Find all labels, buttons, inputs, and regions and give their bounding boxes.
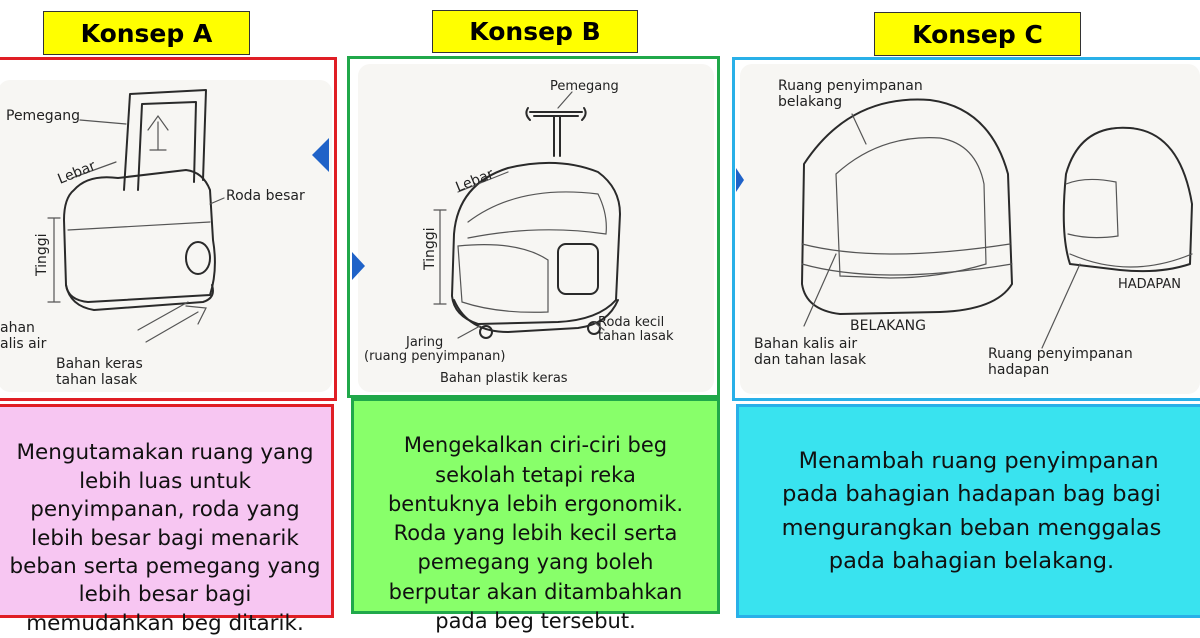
- concept-b-sketch-card: [358, 64, 714, 392]
- concept-a-label-height: Tinggi: [34, 233, 50, 276]
- concept-c-sketch-card: [740, 64, 1200, 394]
- concept-c-label-front-view: HADAPAN: [1118, 277, 1181, 292]
- concept-c-label-front-storage-2: hadapan: [988, 362, 1050, 378]
- concept-c-label-material-2: dan tahan lasak: [754, 352, 867, 368]
- concept-b-wheel-left-drawing: [480, 326, 492, 338]
- concept-a-motion-arrow: [138, 302, 206, 342]
- concept-a-label-waterproof-2: alis air: [0, 336, 47, 352]
- concept-a-wheel-drawing: [186, 242, 210, 274]
- concept-b-label-height: Tinggi: [422, 227, 438, 270]
- concept-b-label-handle: Pemegang: [550, 79, 619, 94]
- concept-c-back-view-panel: [836, 138, 986, 278]
- concept-b-net-leader: [458, 326, 480, 338]
- concept-c-pointer-arrow: [736, 168, 744, 192]
- concept-a-sketch-card: [0, 80, 332, 392]
- concept-b-flap-line: [468, 192, 606, 238]
- concept-c-sketch: [740, 64, 1200, 394]
- concept-c-front-view-drawing: [1064, 128, 1192, 271]
- concept-b-sketch: [358, 64, 714, 392]
- concept-a-pointer-arrow: [312, 138, 329, 172]
- concept-b-side-pocket-drawing: [558, 244, 598, 294]
- concept-b-label-width: Lebar: [453, 166, 497, 196]
- concept-b-net-pocket: [458, 245, 548, 313]
- concept-a-bag-body-drawing: [64, 170, 215, 302]
- concept-c-front-storage-leader: [1042, 264, 1080, 348]
- concept-c-back-storage-leader: [852, 114, 866, 144]
- concept-a-label-hard-material-2: tahan lasak: [56, 372, 138, 388]
- concept-b-handle-grip: [526, 108, 585, 120]
- concept-b-handle-leader: [558, 92, 572, 108]
- concept-b-label-net-1: Jaring: [406, 335, 444, 350]
- concept-c-label-material-1: Bahan kalis air: [754, 336, 858, 352]
- concept-c-label-back-storage-1: Ruang penyimpanan: [778, 78, 923, 94]
- concept-b-description-box: [351, 398, 720, 634]
- concept-b-label-plastic: Bahan plastik keras: [440, 371, 568, 386]
- concept-c-label-back-storage-2: belakang: [778, 94, 843, 110]
- concept-b-label-small-wheel-2: tahan lasak: [598, 329, 674, 344]
- concept-a-title-text: Konsep A: [80, 18, 213, 48]
- concept-c-back-view-drawing: [802, 100, 1012, 314]
- concept-a-sketch: [0, 80, 332, 392]
- concept-c-description-text: Menambah ruang penyimpanan pada bahagian hadapan bag bagi mengurangkan beban menggalas pada bahagian belakang.: [781, 447, 1162, 574]
- concept-c-title-text: Konsep C: [912, 19, 1043, 49]
- concept-a-label-big-wheel: Roda besar: [226, 188, 305, 204]
- concept-b-title: [432, 10, 638, 53]
- concept-a-up-arrow-drawing: [148, 116, 168, 150]
- concept-a-title: [43, 11, 250, 55]
- concept-a-description-box: [0, 404, 334, 636]
- concept-b-title-text: Konsep B: [469, 17, 601, 46]
- concept-c-description-box: [736, 404, 1200, 618]
- concept-a-label-width: Lebar: [55, 158, 99, 188]
- concept-c-label-front-storage-1: Ruang penyimpanan: [988, 346, 1133, 362]
- concept-a-wheel-leader: [210, 198, 224, 204]
- concept-c-label-back-view: BELAKANG: [850, 318, 926, 334]
- concept-b-handle-drawing: [530, 112, 582, 156]
- concept-a-label-waterproof-1: ahan: [0, 320, 35, 336]
- concept-c-front-view-strap: [1070, 254, 1192, 267]
- concept-a-label-hard-material-1: Bahan keras: [56, 356, 143, 372]
- concept-b-pointer-arrow: [352, 252, 365, 280]
- concept-b-label-net-2: (ruang penyimpanan): [364, 349, 506, 364]
- concept-a-label-handle: Pemegang: [6, 108, 81, 124]
- concept-a-handle-leader: [80, 120, 126, 124]
- concept-b-description-text: Mengekalkan ciri-ciri beg sekolah tetapi reka bentuknya lebih ergonomik. Roda yang lebih kecil serta pemegang yang boleh berputar akan ditambahkan pada beg tersebut.: [387, 433, 684, 634]
- concept-c-material-leader: [804, 254, 836, 326]
- concept-a-pocket-line: [68, 222, 210, 230]
- concept-a-description-text: Mengutamakan ruang yang lebih luas untuk penyimpanan, roda yang lebih besar bagi menarik beban serta pemegang yang lebih besar bagi memudahkan beg ditarik.: [9, 440, 321, 636]
- concept-b-label-small-wheel-1: Roda kecil: [598, 315, 665, 330]
- concept-c-title: [874, 12, 1081, 56]
- concept-c-front-view-pocket: [1066, 179, 1118, 237]
